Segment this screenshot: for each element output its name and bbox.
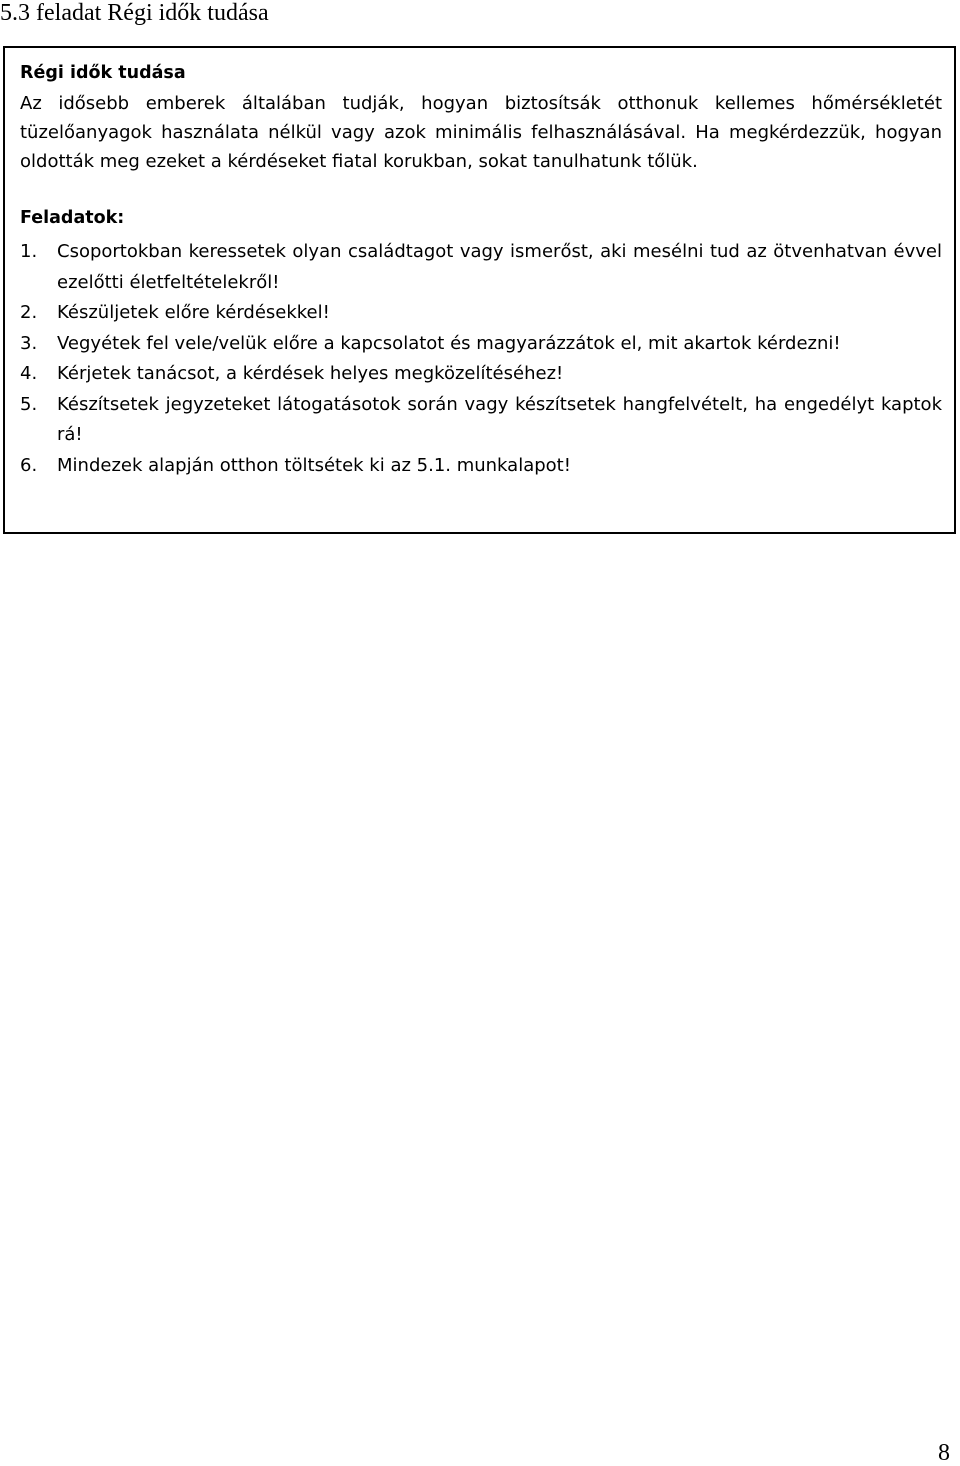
task-number: 6. [20,454,38,476]
task-item-5 [20,390,942,451]
task-number: 5. [20,393,38,415]
task-item-1 [20,237,942,298]
page-number: 8 [938,1440,950,1466]
task-text: Készüljetek előre kérdésekkel! [57,302,330,323]
task-item-4 [20,359,942,390]
box-title: Régi idők tudása [20,63,186,83]
page-heading: 5.3 feladat Régi idők tudása [0,0,269,26]
task-item-2 [20,298,942,329]
tasks-label: Feladatok: [20,208,125,228]
task-number: 1. [20,241,38,262]
task-item-6 [20,451,942,482]
task-item-3 [20,329,942,360]
task-text: Készítsetek jegyzeteket látogatásotok során vagy készítsetek hangfelvételt, ha engedélyt kaptok rá! [57,393,942,445]
task-number: 3. [20,332,38,354]
task-text: Kérjetek tanácsot, a kérdések helyes megközelítéséhez! [57,363,564,384]
intro-paragraph: Az idősebb emberek általában tudják, hogyan biztosítsák otthonuk kellemes hőmérsékletét tüzelőanyagok használata nélkül vagy azok minimális felhasználásával. Ha megkérdezzük, hogyan oldották meg ezeket a kérdéseket fiatal korukban, sokat tanulhatunk tőlük. [20,93,942,172]
task-text: Mindezek alapján otthon töltsétek ki az 5.1. munkalapot! [57,454,571,476]
task-number: 4. [20,363,38,384]
task-number: 2. [20,302,38,323]
task-text: Csoportokban keressetek olyan családtagot vagy ismerőst, aki mesélni tud az ötvenhatvan évvel ezelőtti életfeltételekről! [57,241,942,293]
task-list [20,237,942,481]
task-box [3,46,956,534]
task-text: Vegyétek fel vele/velük előre a kapcsolatot és magyarázzátok el, mit akartok kérdezni! [57,332,841,354]
